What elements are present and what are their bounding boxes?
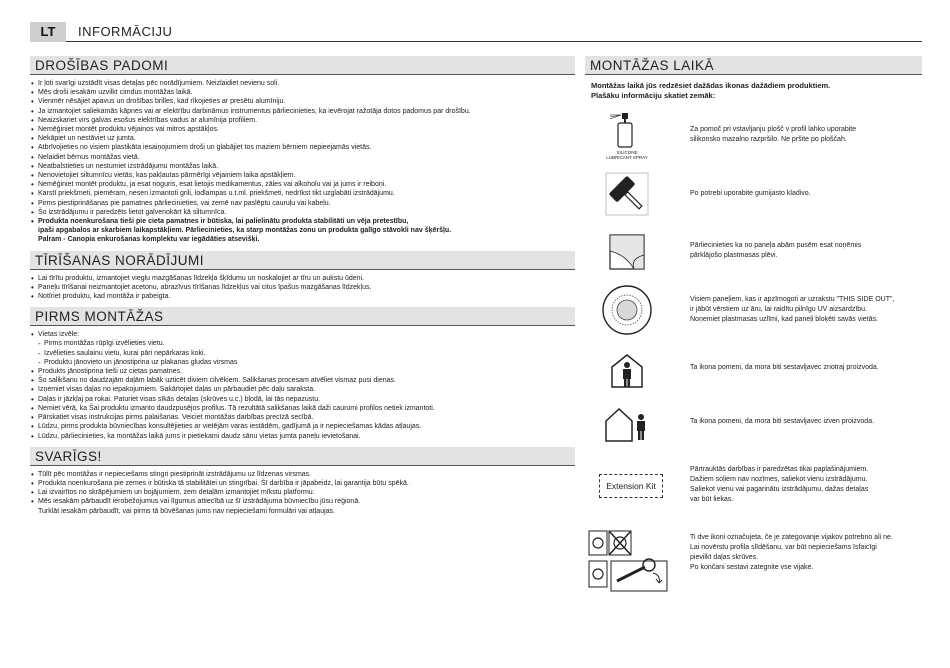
list-item: • Neatbalstieties un nestumiet izstrādājumu montāžas laikā. (30, 162, 575, 171)
before-assembly-section (30, 307, 575, 440)
list-item: • Vietas izvēle: (30, 330, 575, 339)
legend-text-tighten: Ti dve ikoni označujeta, če je zategovanje vijakov potrebno ali ne. Lai novērstu profila slīdēšanu, var būt nepieciešams īsfaicīgi pievilkt daļas skrūves. Po končani sestavi zategnite vse vijake. (690, 534, 893, 571)
before-assembly-list (30, 330, 575, 440)
list-item: • Atbrīvojieties no visiem plastikāta iesaiņojumiem droši un glabājiet tos maziem bērniem nepieejamās vietās. (30, 143, 575, 152)
safety-heading: DROŠĪBAS PADOMI (30, 56, 575, 75)
list-item: • Nemēģiniet montēt produktu vējainos vai mitros apstākļos. (30, 125, 575, 134)
tighten-screws-icon (587, 529, 671, 597)
icon-legend (585, 111, 922, 631)
list-item: • Lai izvairītos no skrāpējumiem un bojājumiem, zem detaļām izmantojiet mīkstu platformu. (30, 488, 575, 497)
list-item: • Karstī priekšmeti, piemēram, nesen izmantoti grili, lodlampas u.t.ml. priekšmeti, nedrīkst tikt uzglabāti izstrādājumu. (30, 189, 575, 198)
list-item: • Produkts jānostiprina tieši uz cietas pamatnes. (30, 367, 575, 376)
rubber-mallet-icon (597, 169, 657, 219)
list-item: • Pirms piestiprināšanas pie pamatnes pārliecinieties, vai zemē nav paslēptu cauruļu vai kabeļu. (30, 199, 575, 208)
cleaning-section (30, 251, 575, 302)
legend-text-inside: Ta ikona pomeni, da mora biti sestavljavec znotraj proizvoda. (690, 364, 879, 371)
list-item: • Pārskatiet visas instrukcijas pirms palaišanas. Veiciet montāžas darbības precīzā secībā. (30, 413, 575, 422)
list-item: • Daļas ir jāzkļaj pa rokai. Paturiet visas sīkās detaļas (skrūves u.c.) bļodā, lai tās nepazustu. (30, 395, 575, 404)
legend-text-uv: Visiem paneļiem, kas ir apzīmogoti ar uzrakstu "THIS SIDE OUT", ir jābūt vērstiem uz āru, lai raidītu pilnīgu UV aizsardzību. Noņemiet plastmasas uzlīmi, kad paneļi bloķēti savās vietās. (690, 296, 895, 323)
list-item: • Lai tīrītu produktu, izmantojiet vieglu mazgāšanas līdzekļa šķīdumu un noskalojiet ar tīru un aukstu ūdeni. (30, 274, 575, 283)
list-item: - Pirms montāžas rūpīgi izvēlieties vietu. (30, 339, 575, 348)
list-item: • Paneļu tīrīšanai neizmantojiet acetonu, abrazīvus tīrīšanas līdzekļus vai citus īpašus mazgāšanas līdzekļus. (30, 283, 575, 292)
legend-text-extension: Pārtrauktās darbības ir paredzētas tikai paplašinājumiem. Dažiem soļiem nav nozīmes, saliekot vienu izstrādājumu. Saliekot vienu vai pagarinātu izstrādājumu, dažas detaļas var būt liekas. (690, 466, 869, 503)
list-item: • Produkta noenkurošana tieši pie cieta pamatnes ir būtiska, lai palielinātu produkta stabilitāti un vēja pretestību, (30, 217, 575, 226)
left-column (30, 56, 575, 522)
legend-text-mallet: Po potrebi uporabite gumijasto kladivo. (690, 190, 811, 197)
page-header (30, 22, 922, 42)
spray-label-2: LUBRICANT SPRAY (606, 155, 648, 160)
extension-kit-label: Extension Kit (599, 474, 663, 498)
legend-text-outside: Ta ikona pomeni, da mora biti sestavljavec izven proizvoda. (690, 418, 875, 425)
person-inside-icon (597, 345, 657, 395)
language-badge: LT (30, 22, 66, 42)
important-section (30, 447, 575, 516)
list-item: • Lūdzu, pārliecinieties, ka montāžas laikā jums ir pietiekami daudz sānu vietas jumta paneļu ievietošanai. (30, 432, 575, 441)
protective-film-icon (597, 227, 657, 277)
list-item: • Nekāpiet un nestāviet uz jumta. (30, 134, 575, 143)
list-item: Turklāt iesakām pārbaudīt, vai pirms tā būvēšanas jums nav nepieciešami formulāri vai atļaujas. (38, 507, 335, 515)
during-assembly-heading: MONTĀŽAS LAIKĀ (585, 56, 922, 75)
silicone-spray-icon (597, 111, 657, 161)
list-item: - Izvēlieties saulainu vietu, kurai pāri nepārkaras koki. (30, 349, 575, 358)
list-item: • Nelaidiet bērnus montāžas vietā. (30, 153, 575, 162)
important-heading: SVARĪGS! (30, 447, 575, 466)
list-item: • Tūlīt pēc montāžas ir nepieciešams stingri piestiprināt izstrādājumu uz līdzenas virsmas. (30, 470, 575, 479)
list-item: - Produktu jānovieto un jānostiprina uz plakanas gludas virsmas (30, 358, 575, 367)
list-item: • Produkta noenkurošana pie zemes ir būtiska tā stabilitātei un stingrībai. Šī darbība ir jāpabeidz, lai garantija būtu spēkā. (30, 479, 575, 488)
intro-line-1: Montāžas laikā jūs redzēsiet dažādas ikonas dažādiem produktiem. (591, 81, 831, 90)
during-assembly-intro (591, 81, 922, 101)
list-item: • Neaizskariet virs galvas esošus elektrības vadus ar alumīnija profiliem. (30, 116, 575, 125)
extension-kit-icon (593, 461, 669, 511)
list-item: • Nenovietojiet siltumnīcu vietās, kas pakļautas pārmērīgi vējainiem laika apstākļiem. (30, 171, 575, 180)
list-item: Palram - Canopia enkurošanas komplektu var iegādāties atsevišķi. (38, 236, 260, 244)
list-item: • Mēs droši iesakām uzvilkt cimdus montāžas laikā. (30, 88, 575, 97)
list-item: • Šo salikšanu no daudzajām daļām labāk uzticēt diviem cilvēkiem. Salikšanas procesam atvēliet vismaz pusi dienas. (30, 376, 575, 385)
list-item: • Notīriet produktu, kad montāža ir pabeigta. (30, 292, 575, 301)
list-item: ipaši apgabalos ar skarbiem laikapstākļiem. Pārliecinieties, ka starp montāžas zonu un produkta galīgo stāvokli nav šķēršļu. (38, 227, 452, 235)
intro-line-2: Plašāku informāciju skatiet zemāk: (591, 91, 716, 100)
safety-section (30, 56, 575, 245)
before-assembly-heading: PIRMS MONTĀŽAS (30, 307, 575, 326)
cleaning-heading: TĪRĪŠANAS NORĀDĪJUMI (30, 251, 575, 270)
list-item: • Ja izmantojiet saliekamās kāpnes vai ar elektrību darbināmus instrumentus pārliecinieties, ka ievērojat ražotāja dotos padomus par drošību. (30, 107, 575, 116)
list-item: • Vienmēr nēsājiet apavus un drošības brilles, kad rīkojieties ar presētu alumīniju. (30, 97, 575, 106)
right-column (585, 56, 922, 631)
person-outside-icon (597, 399, 657, 449)
list-item: • Lūdzu, pirms produkta būvniecības konsultējieties ar vietējām varas iestādēm, gadījumā ja ir nepieciešamas kādas atļaujas. (30, 422, 575, 431)
list-item: • Ir ļoti svarīgi uzstādīt visas detaļas pēc norādījumiem. Neizlaidiet nevienu soli. (30, 79, 575, 88)
list-item: • Nemiet vērā, ka Šai produktu izmanto daudzpusējos profilus. Tā rezultātā salikšanas laikā daži caurumi profilos netiek izmantoti. (30, 404, 575, 413)
uv-sun-icon (597, 285, 657, 335)
legend-text-film: Pārliecinieties ka no paneļa abām pusēm esat noņēmis pārklājošo plastmasas plēvi. (690, 242, 862, 259)
list-item: • Nemēģiniet montēt produktu, ja esat noguris, esat lietojis medikamentus, zāles vai alkoholu vai ja jums ir reiboņi. (30, 180, 575, 189)
list-item: • Izņemiet visas daļas no iepakojumiem. Sakārtojiet daļas un pārbaudiet pēc daļu saraksta. (30, 385, 575, 394)
cleaning-list (30, 274, 575, 302)
important-list (30, 470, 575, 516)
page-title: INFORMĀCIJU (78, 24, 173, 39)
legend-text-spray: Za pomoč pri vstavljanju plošč v profil lahko uporabite silikonsko mazalno razpršilo. Ne pršite po ploščah. (690, 126, 857, 143)
safety-list (30, 79, 575, 245)
list-item: • Šo izstrādājumu ir paredzēts lietot galvenokārt kā siltumnīca. (30, 208, 575, 217)
list-item: • Mēs iesakām pārbaudīt ierobežojumus vai līgumus attiecībā uz šī izstrādājuma būvniecību jūsu reģionā. (30, 497, 575, 506)
spray-label-1: SILICONE (616, 150, 638, 155)
